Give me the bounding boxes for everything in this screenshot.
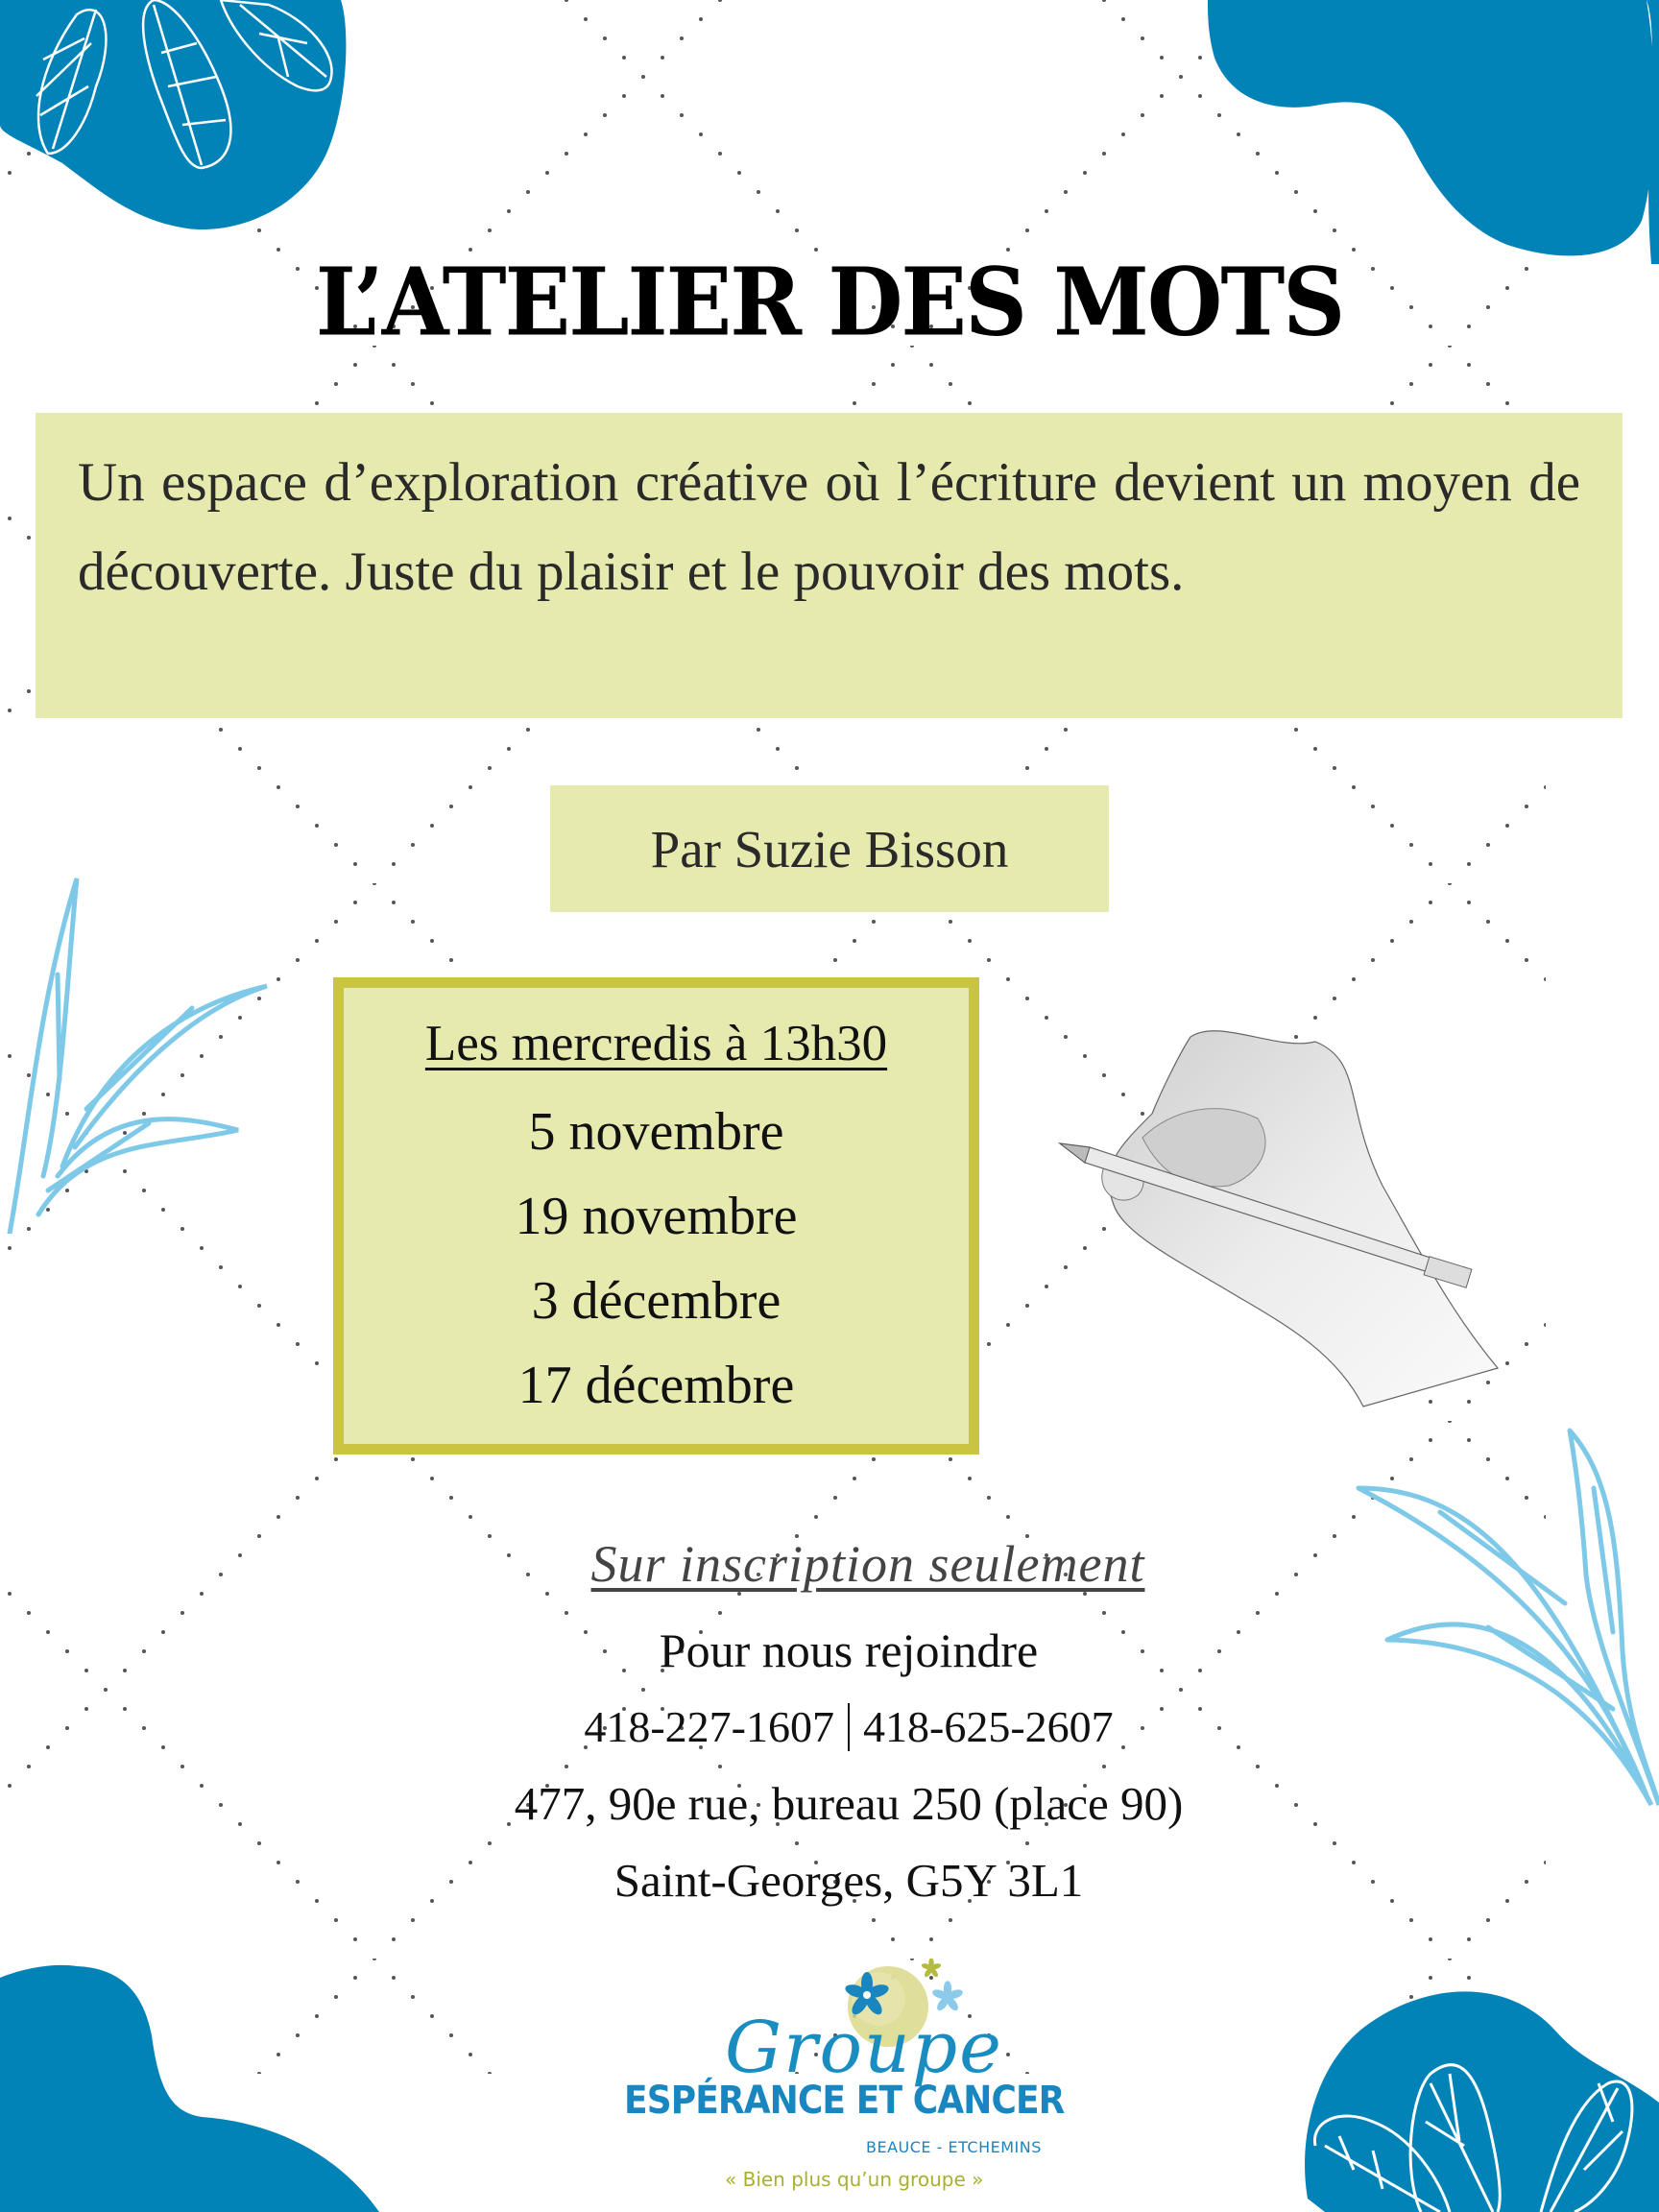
phone-number-2[interactable]: 418-625-2607 bbox=[863, 1702, 1114, 1751]
date-item: 5 novembre bbox=[528, 1102, 784, 1162]
hand-pencil-illustration bbox=[1046, 1022, 1603, 1416]
description-text: Un espace d’exploration créative où l’écriture devient un moyen de découverte. Juste du plaisir et le pouvoir des mots. bbox=[78, 452, 1580, 602]
phone-number-1[interactable]: 418-227-1607 bbox=[584, 1702, 834, 1751]
logo-tagline: « Bien plus qu’un groupe » bbox=[725, 2168, 984, 2191]
registration-text: Sur inscription seulement bbox=[590, 1535, 1145, 1593]
logo-script-text: Groupe bbox=[725, 2007, 1003, 2089]
top-right-blob bbox=[1200, 0, 1659, 264]
top-left-blob-leaves bbox=[0, 0, 365, 240]
phone-separator bbox=[848, 1703, 850, 1751]
left-leaf-sprig bbox=[0, 859, 317, 1234]
author-name: Par Suzie Bisson bbox=[650, 819, 1009, 878]
bottom-right-blob-leaves bbox=[1296, 1978, 1659, 2212]
page-title: L’ATELIER DES MOTS bbox=[315, 247, 1344, 358]
address-line-1: 477, 90e rue, bureau 250 (place 90) bbox=[514, 1777, 1184, 1830]
contact-heading: Pour nous rejoindre bbox=[659, 1623, 1039, 1677]
organization-logo bbox=[614, 1949, 1065, 2212]
phone-numbers bbox=[19, 1701, 1659, 1752]
logo-region: BEAUCE - ETCHEMINS bbox=[866, 2138, 1042, 2156]
registration-note bbox=[38, 1534, 1659, 1594]
schedule-box bbox=[333, 977, 979, 1455]
right-leaf-sprig bbox=[1354, 1421, 1659, 1815]
logo-name: ESPÉRANCE ET CANCER bbox=[624, 2079, 1065, 2123]
bottom-left-blob bbox=[0, 1959, 384, 2212]
author-box bbox=[550, 785, 1109, 912]
date-item: 19 novembre bbox=[515, 1187, 798, 1246]
address-line-2: Saint-Georges, G5Y 3L1 bbox=[613, 1854, 1084, 1907]
date-list bbox=[344, 1090, 969, 1428]
date-item: 17 décembre bbox=[517, 1356, 795, 1415]
description-box bbox=[36, 413, 1623, 718]
schedule-heading: Les mercredis à 13h30 bbox=[424, 1016, 888, 1071]
date-item: 3 décembre bbox=[531, 1271, 781, 1331]
